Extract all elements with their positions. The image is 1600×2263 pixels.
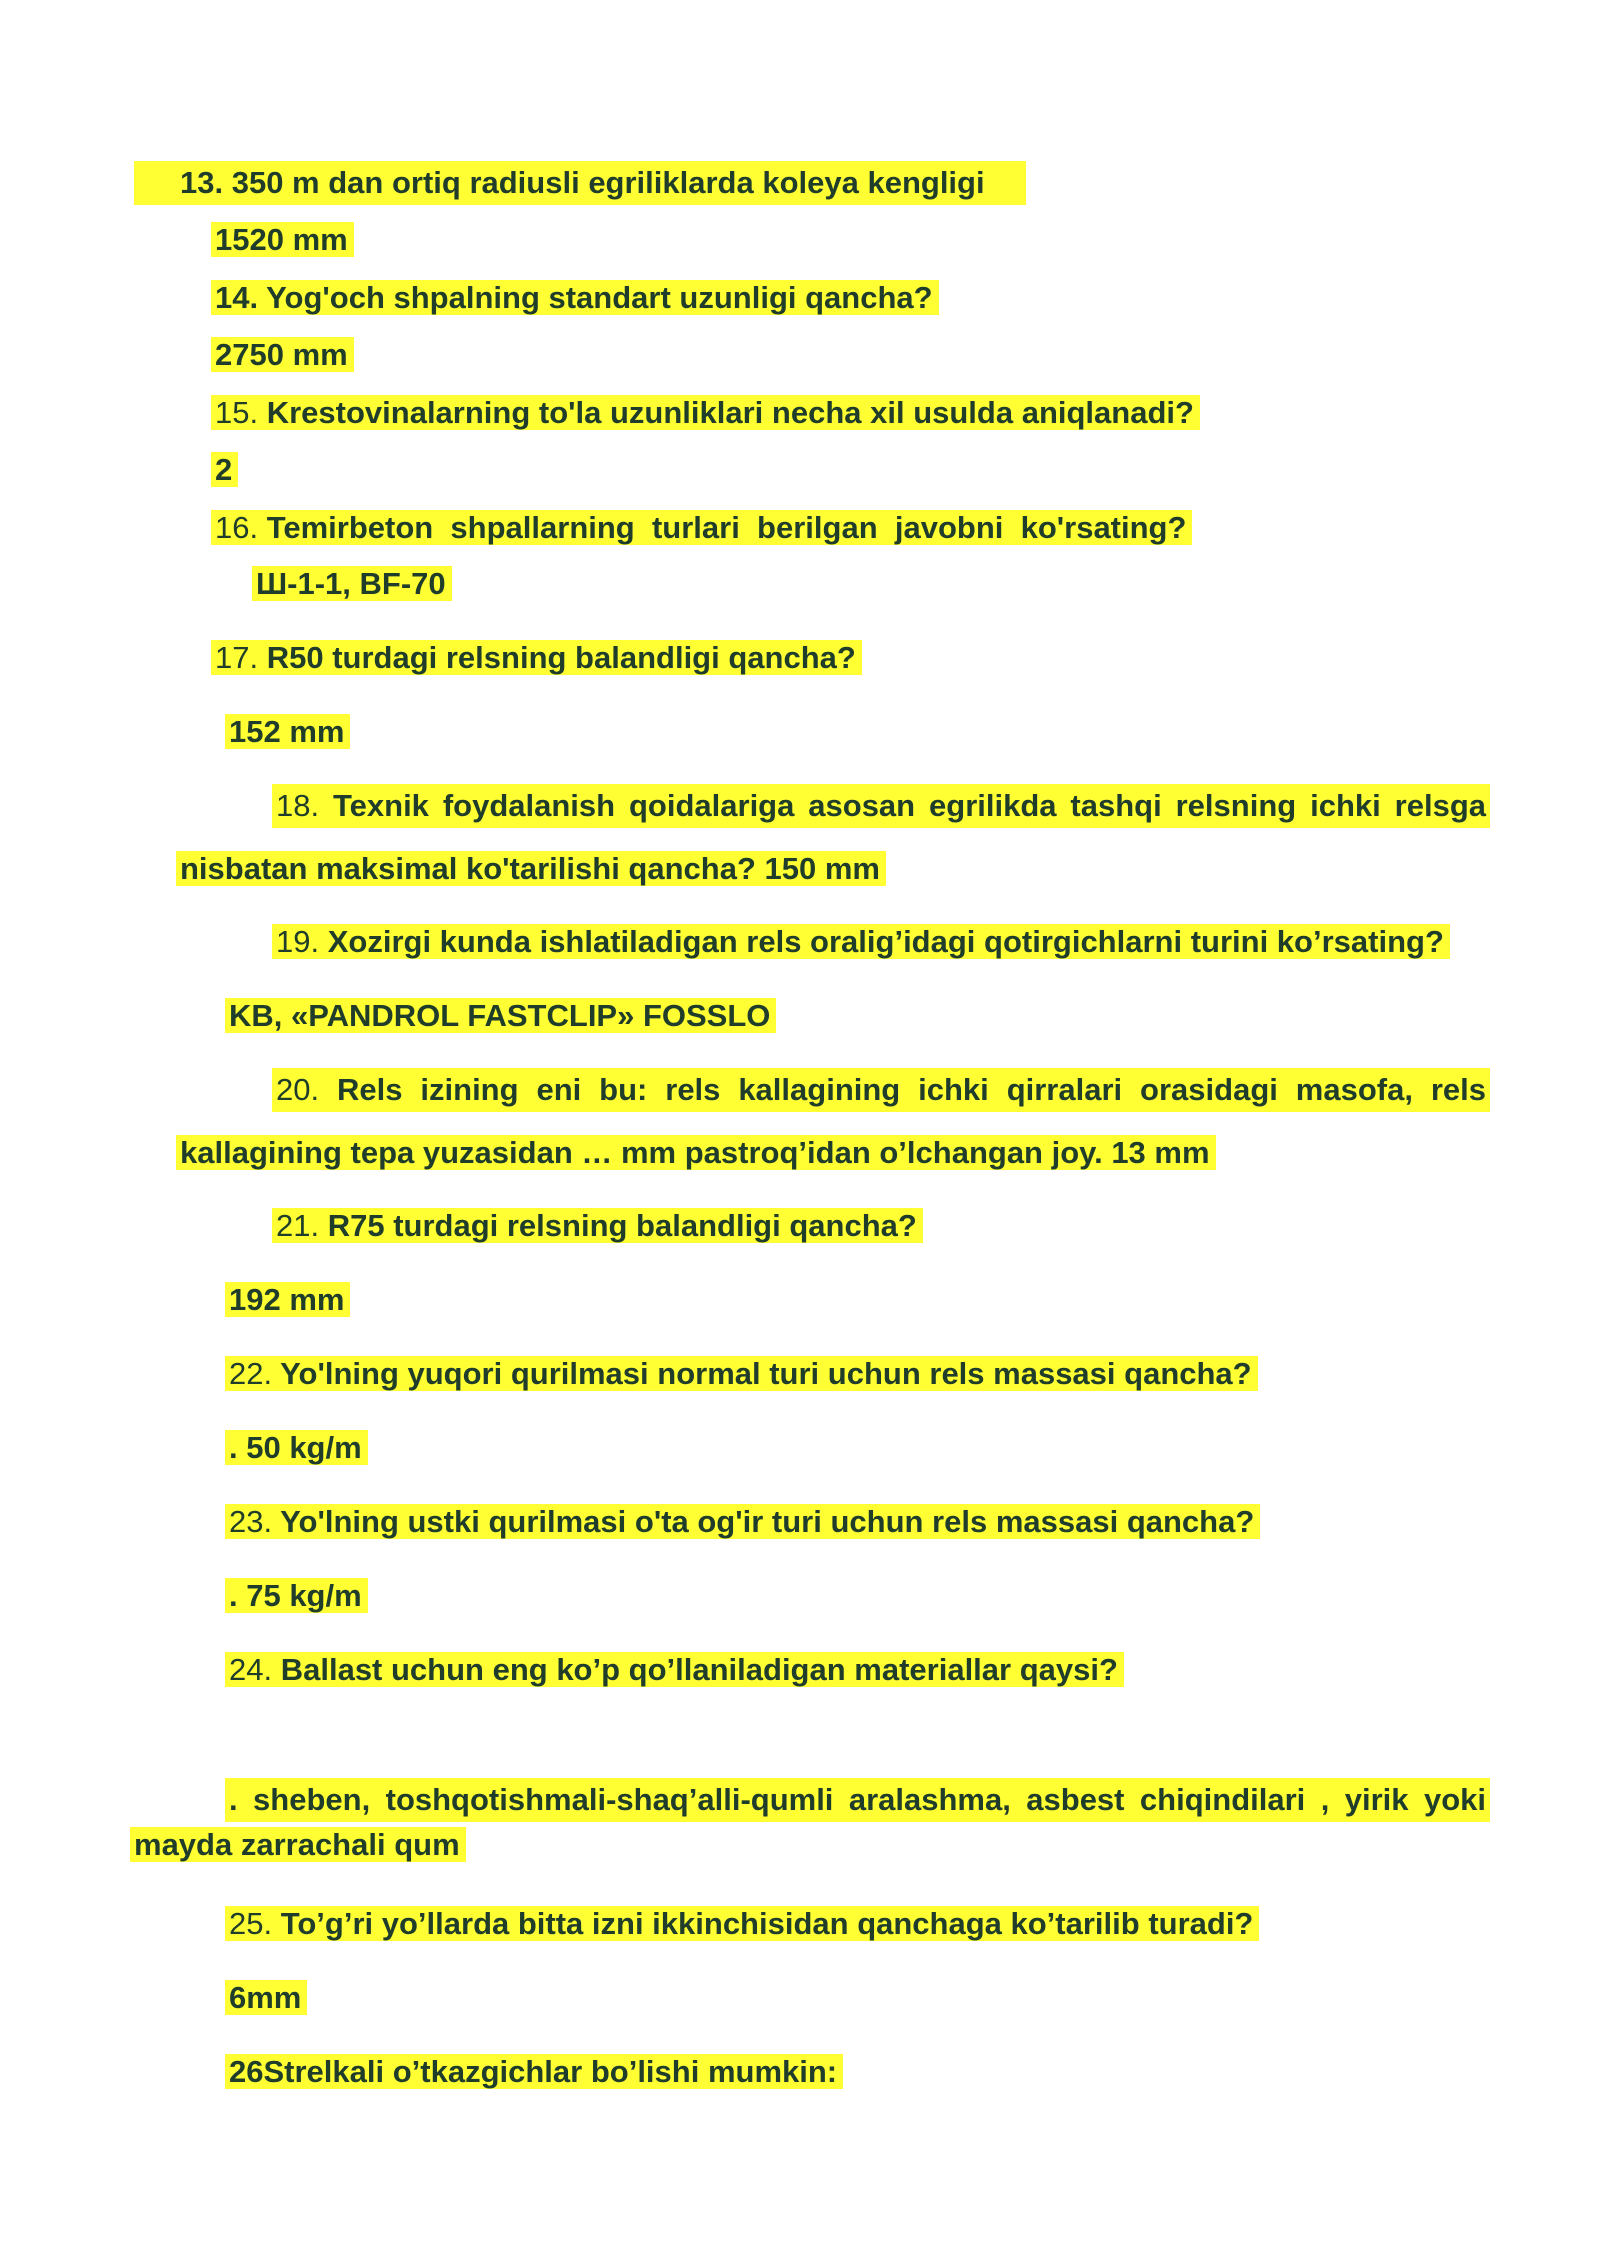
answer-13 [211, 218, 354, 262]
question-text: Krestovinalarning to'la uzunliklari necha xil usulda aniqlanadi? [258, 395, 1194, 430]
question-18-line2 [176, 847, 886, 891]
answer-15 [211, 448, 238, 492]
question-20-line2 [176, 1131, 1216, 1175]
question-text: R50 turdagi relsning balandligi qancha? [258, 640, 856, 675]
answer-19 [225, 994, 776, 1038]
question-number: 20. [276, 1072, 320, 1107]
answer-25 [225, 1976, 307, 2020]
question-text: Xozirgi kunda ishlatiladigan rels oralig’idagi qotirgichlarni turini ko’rsating? [319, 924, 1444, 959]
question-text: Rels izining eni bu: rels kallagining ichki qirralari orasidagi masofa, rels [319, 1072, 1486, 1107]
question-16 [211, 506, 1192, 550]
question-number: 18. [276, 788, 320, 823]
question-number: 13. [180, 165, 224, 200]
answer-text: 6mm [225, 1980, 307, 2015]
answer-text: KB, «PANDROL FASTCLIP» FOSSLO [225, 998, 776, 1033]
question-19 [272, 920, 1450, 964]
answer-text: 1520 mm [211, 222, 354, 257]
question-21 [272, 1204, 923, 1248]
answer-text: 2750 mm [211, 337, 354, 372]
question-number: 19. [276, 924, 320, 959]
question-26 [225, 2050, 843, 2094]
answer-text: 152 mm [225, 714, 350, 749]
answer-text: . 50 kg/m [225, 1430, 368, 1465]
question-text: kallagining tepa yuzasidan … mm pastroq’idan o’lchangan joy. 13 mm [176, 1135, 1216, 1170]
question-number: 15. [215, 395, 259, 430]
question-25 [225, 1902, 1259, 1946]
answer-23 [225, 1574, 368, 1618]
answer-17 [225, 710, 350, 754]
question-text: Yo'lning ustki qurilmasi o'ta og'ir turi uchun rels massasi qancha? [272, 1504, 1255, 1539]
question-22 [225, 1352, 1258, 1396]
answer-24-line1 [229, 1778, 1486, 1822]
answer-22 [225, 1426, 368, 1470]
question-number: 24. [229, 1652, 273, 1687]
answer-text: . 75 kg/m [225, 1578, 368, 1613]
question-number: 25. [229, 1906, 273, 1941]
question-15 [211, 391, 1200, 435]
question-text: 26Strelkali o’tkazgichlar bo’lishi mumkin: [225, 2054, 843, 2089]
answer-14 [211, 333, 354, 377]
answer-21 [225, 1278, 350, 1322]
question-24 [225, 1648, 1124, 1692]
answer-text: . sheben, toshqotishmali-shaq’alli-qumli aralashma, asbest chiqindilari , yirik yoki [229, 1782, 1486, 1817]
question-text: Ballast uchun eng ko’p qo’llaniladigan materiallar qaysi? [272, 1652, 1118, 1687]
question-14 [211, 276, 939, 320]
question-number: 22. [229, 1356, 273, 1391]
question-text: To’g’ri yo’llarda bitta izni ikkinchisidan qanchaga ko’tarilib turadi? [272, 1906, 1254, 1941]
answer-text: mayda zarrachali qum [130, 1827, 466, 1862]
question-17 [211, 636, 862, 680]
question-text: R75 turdagi relsning balandligi qancha? [319, 1208, 917, 1243]
question-text: 14. Yog'och shpalning standart uzunligi qancha? [211, 280, 939, 315]
question-number: 17. [215, 640, 259, 675]
question-20-line1 [276, 1068, 1486, 1112]
answer-text: 2 [211, 452, 238, 487]
question-23 [225, 1500, 1260, 1544]
answer-text: Ш-1-1, BF-70 [252, 566, 452, 601]
question-number: 23. [229, 1504, 273, 1539]
question-text: nisbatan maksimal ko'tarilishi qancha? 150 mm [176, 851, 886, 886]
question-text: Yo'lning yuqori qurilmasi normal turi uchun rels massasi qancha? [272, 1356, 1252, 1391]
question-13 [180, 161, 985, 205]
answer-16 [252, 562, 452, 606]
answer-24-line2 [130, 1823, 466, 1867]
question-number: 21. [276, 1208, 320, 1243]
question-text: 350 m dan ortiq radiusli egriliklarda koleya kengligi [223, 165, 985, 200]
question-number: 16. [215, 510, 259, 545]
question-text: Texnik foydalanish qoidalariga asosan egrilikda tashqi relsning ichki relsga [319, 788, 1486, 823]
answer-text: 192 mm [225, 1282, 350, 1317]
question-18-line1 [276, 784, 1486, 828]
question-text: Temirbeton shpallarning turlari berilgan javobni ko'rsating? [258, 510, 1187, 545]
